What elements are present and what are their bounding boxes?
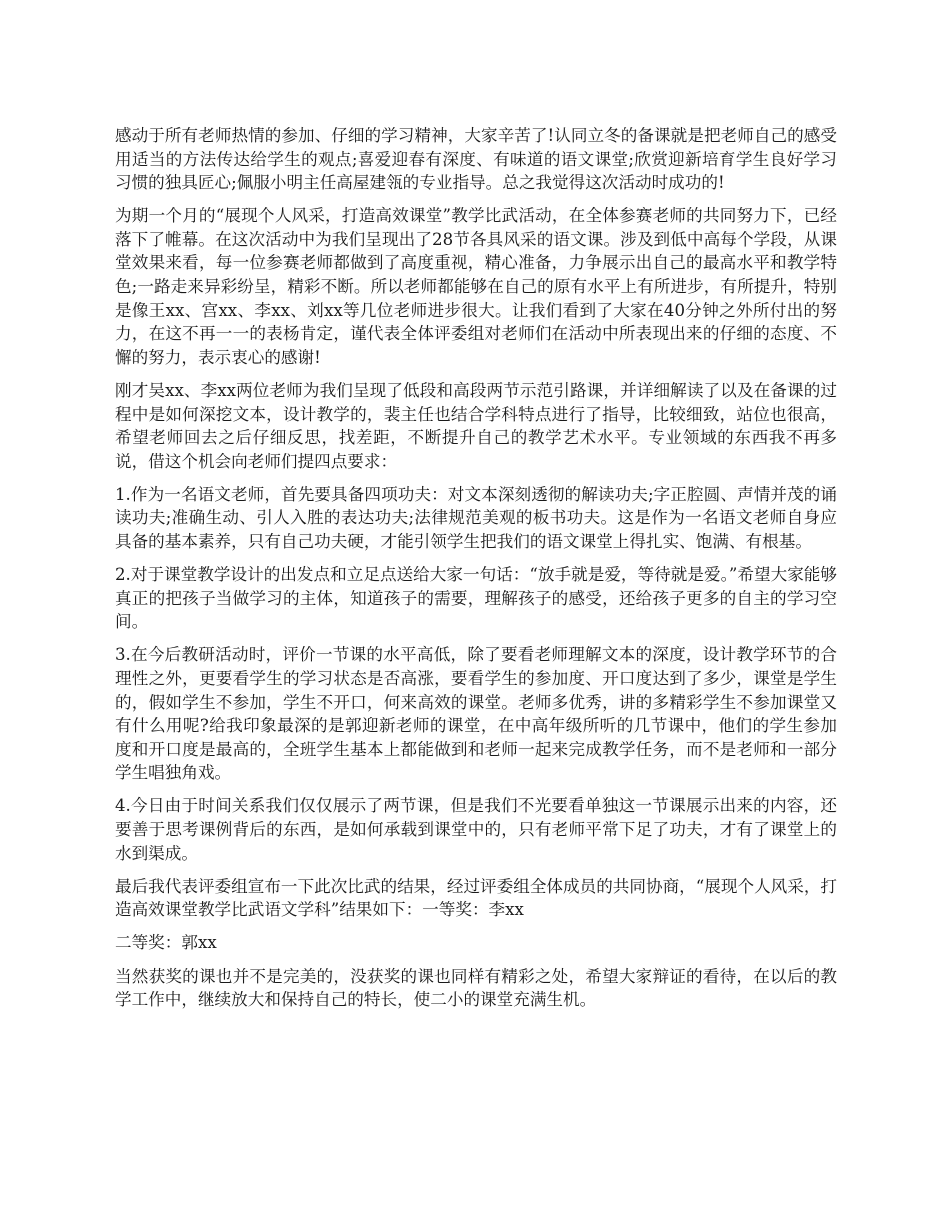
paragraph-requirement-3: 3.在今后教研活动时，评价一节课的水平高低，除了要看老师理解文本的深度，设计教学环节的合理性之外，更要看学生的学习状态是否高涨，要看学生的参加度、开口度达到了多少，课堂是学生的，假如学生不参加，学生不开口，何来高效的课堂。老师多优秀，讲的多精彩学生不参加课堂又有什么用呢?给我印象最深的是郭迎新老师的课堂，在中高年级所听的几节课中，他们的学生参加度和开口度是最高的，全班学生基本上都能做到和老师一起来完成教学任务，而不是老师和一部分学生唱独角戏。 [115, 645, 837, 783]
paragraph-requirement-1: 1.作为一名语文老师，首先要具备四项功夫：对文本深刻透彻的解读功夫;字正腔圆、声情并茂的诵读功夫;准确生动、引人入胜的表达功夫;法律规范美观的板书功夫。这是作为一名语文老师自身应具备的基本素养，只有自己功夫硬，才能引领学生把我们的语文课堂上得扎实、饱满、有根基。 [115, 484, 837, 551]
paragraph-requirement-2: 2.对于课堂教学设计的出发点和立足点送给大家一句话：“放手就是爱，等待就是爱。”希望大家能够真正的把孩子当做学习的主体，知道孩子的需要，理解孩子的感受，还给孩子更多的自主的学习空间。 [115, 565, 837, 632]
paragraph-activity-summary: 为期一个月的“展现个人风采，打造高效课堂”教学比武活动，在全体参赛老师的共同努力下，已经落下了帷幕。在这次活动中为我们呈现出了28节各具风采的语文课。涉及到低中高每个学段，从课堂效果来看，每一位参赛老师都做到了高度重视，精心准备，力争展示出自己的最高水平和教学特色;一路走来异彩纷呈，精彩不断。所以老师都能够在自己的原有水平上有所进步，有所提升，特别是像王xx、宫xx、李xx、刘xx等几位老师进步很大。让我们看到了大家在40分钟之外所付出的努力，在这不再一一的表杨肯定，谨代表全体评委组对老师们在活动中所表现出来的仔细的态度、不懈的努力，表示衷心的感谢! [115, 206, 837, 367]
document-body [115, 124, 837, 1021]
paragraph-requirement-4: 4.今日由于时间关系我们仅仅展示了两节课，但是我们不光要看单独这一节课展示出来的内容，还要善于思考课例背后的东西，是如何承载到课堂中的，只有老师平常下足了功夫，才有了课堂上的水到渠成。 [115, 796, 837, 863]
paragraph-closing: 当然获奖的课也并不是完美的，没获奖的课也同样有精彩之处，希望大家辩证的看待，在以后的教学工作中，继续放大和保持自己的特长，使二小的课堂充满生机。 [115, 966, 837, 1010]
paragraph-demo-lessons: 刚才吴xx、李xx两位老师为我们呈现了低段和高段两节示范引路课，并详细解读了以及在备课的过程中是如何深挖文本，设计教学的，裴主任也结合学科特点进行了指导，比较细致，站位也很高，希望老师回去之后仔细反思，找差距，不断提升自己的教学艺术水平。专业领域的东西我不再多说，借这个机会向老师们提四点要求： [115, 380, 837, 471]
paragraph-opening-thanks: 感动于所有老师热情的参加、仔细的学习精神，大家辛苦了!认同立冬的备课就是把老师自己的感受用适当的方法传达给学生的观点;喜爱迎春有深度、有味道的语文课堂;欣赏迎新培育学生良好学习习惯的独具匠心;佩服小明主任高屋建瓴的专业指导。总之我觉得这次活动时成功的! [115, 126, 837, 193]
paragraph-second-prize: 二等奖：郭xx [115, 933, 217, 953]
paragraph-results-announcement: 最后我代表评委组宣布一下此次比武的结果，经过评委组全体成员的共同协商，“展现个人风采，打造高效课堂教学比武语文学科”结果如下：一等奖：李xx [115, 876, 838, 920]
